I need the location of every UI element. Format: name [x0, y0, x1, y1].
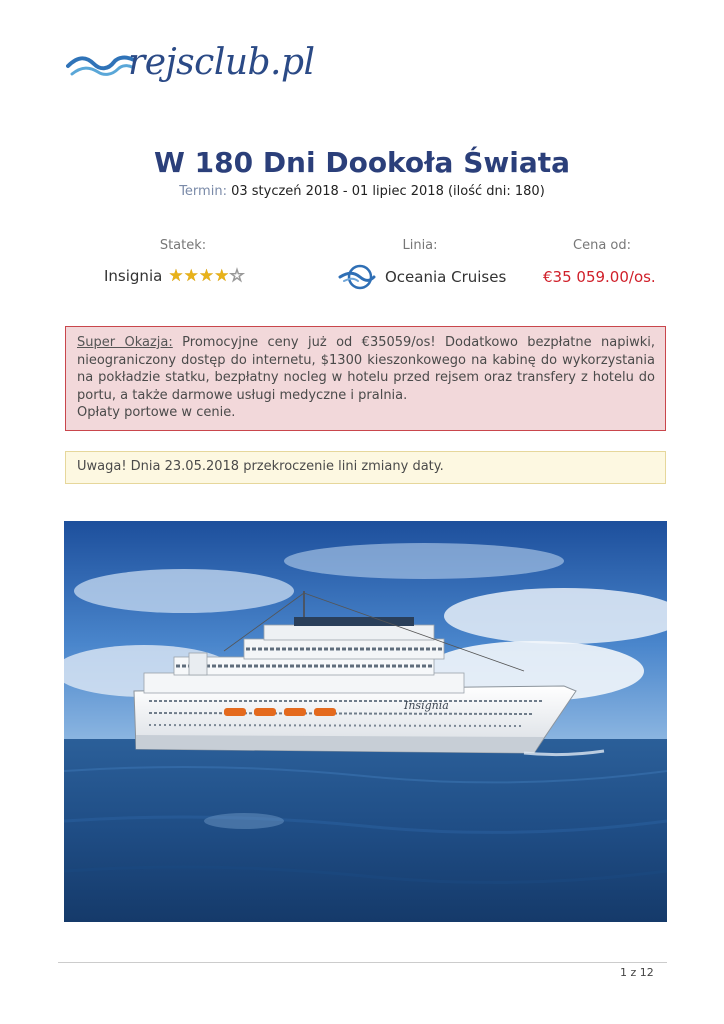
- price-column-label: Cena od:: [573, 238, 631, 253]
- footer-divider: [58, 962, 667, 963]
- star-filled-icon: ★: [214, 265, 230, 286]
- star-filled-icon: ★: [198, 265, 215, 286]
- termin: [0, 184, 724, 199]
- offer-box: [65, 326, 666, 431]
- termin-label: Termin:: [179, 184, 227, 199]
- cruise-line-name[interactable]: Oceania Cruises: [385, 268, 507, 286]
- oceania-wave-logo-icon: [338, 264, 376, 290]
- ship-column-label: Statek:: [159, 238, 207, 253]
- date-line-note: Uwaga! Dnia 23.05.2018 przekroczenie lini zmiany daty.: [65, 451, 666, 484]
- ship-rating: [168, 265, 245, 286]
- termin-value: 03 styczeń 2018 - 01 lipiec 2018 (ilość dni: 180): [231, 184, 545, 199]
- wave-logo-icon: [66, 54, 136, 80]
- star-empty-icon: ☆: [229, 265, 245, 286]
- page-title: W 180 Dni Dookoła Świata: [153, 146, 570, 179]
- hull-ship-name: Insignia: [404, 699, 449, 712]
- offer-text-2: Opłaty portowe w cenie.: [77, 405, 236, 420]
- rejsclub-logo[interactable]: [66, 42, 315, 90]
- page-number: 1 z 12: [620, 966, 654, 979]
- star-filled-icon: ★: [183, 265, 199, 286]
- offer-text: Promocyjne ceny już od €35059/os! Dodatkowo bezpłatne napiwki, nieograniczony dostęp do internetu, $1300 kieszonkowego na kabinę do wykorzystania na pokładzie statku, bezpłatny nocleg w hotelu przed rejsem oraz transfery z hotelu do portu, a także darmowe usługi medyczne i pralnia.: [77, 335, 656, 403]
- price-value: €35 059.00/os.: [543, 268, 656, 286]
- ship-name[interactable]: Insignia: [104, 267, 163, 285]
- star-filled-icon: ★: [168, 265, 184, 286]
- cruise-line-info: [338, 264, 506, 290]
- ship-photo: [64, 521, 667, 922]
- logo-text: rejsclub.pl: [128, 42, 315, 83]
- ship-info: [104, 267, 245, 285]
- offer-highlight: Super Okazja:: [77, 335, 173, 350]
- line-column-label: Linia:: [402, 238, 438, 253]
